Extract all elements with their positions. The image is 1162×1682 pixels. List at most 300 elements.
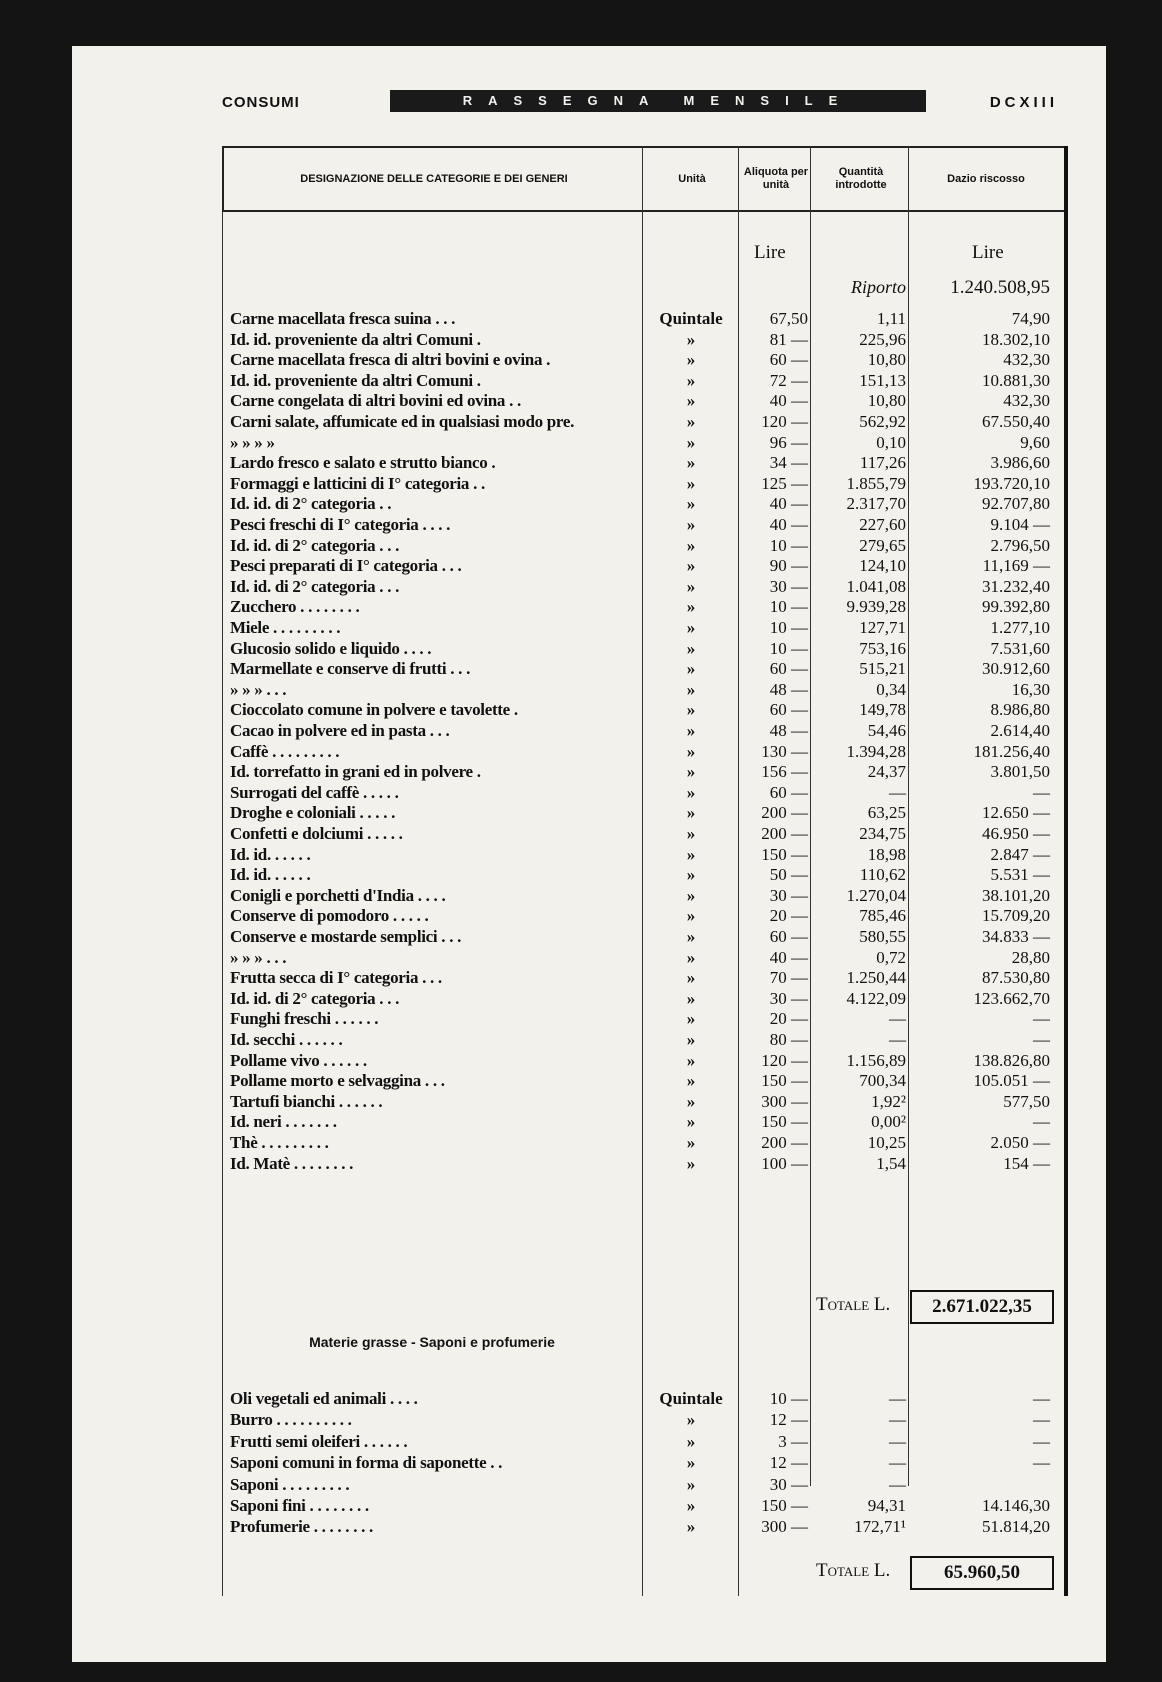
row-aliquota: 20 — (769, 906, 808, 926)
row-quantita: 1.855,79 (846, 473, 906, 493)
row-description: Id. id. di 2° categoria . . . (230, 988, 400, 1008)
table-row (222, 514, 1068, 535)
row-unit: » (686, 1517, 696, 1537)
row-aliquota: 150 — (761, 1112, 808, 1132)
row-aliquota: 70 — (769, 968, 808, 988)
row-description: Pollame vivo . . . . . . (230, 1050, 367, 1070)
table-row (222, 638, 1068, 659)
row-dazio: 87.530,80 (982, 968, 1050, 988)
row-aliquota: 150 — (761, 1071, 808, 1091)
row-dazio: 2.050 — (990, 1133, 1050, 1152)
row-dazio: — (1033, 1030, 1050, 1049)
consumption-table (222, 146, 1068, 1596)
row-dazio: 2.614,40 (990, 721, 1050, 740)
row-description: Cacao in polvere ed in pasta . . . (230, 721, 450, 740)
row-quantita: 225,96 (859, 329, 906, 349)
table-row (222, 720, 1068, 741)
row-unit: » (686, 1133, 696, 1152)
row-dazio: 10.881,30 (982, 370, 1050, 390)
table-row (222, 741, 1068, 762)
row-unit: » (686, 865, 696, 885)
table-row (222, 782, 1068, 803)
header-designazione: DESIGNAZIONE DELLE CATEGORIE E DEI GENERI (300, 172, 568, 185)
riporto-value: 1.240.508,95 (950, 277, 1050, 298)
row-quantita: 1.270,04 (846, 885, 906, 905)
row-description: Oli vegetali ed animali . . . . (230, 1389, 418, 1408)
row-aliquota: 100 — (761, 1153, 808, 1173)
row-aliquota: 300 — (761, 1091, 808, 1111)
row-quantita: — (889, 1030, 906, 1049)
row-aliquota: 60 — (769, 659, 808, 679)
row-description: Id. id. proveniente da altri Comuni . (230, 329, 481, 349)
table-row (222, 576, 1068, 597)
row-unit: » (686, 329, 696, 349)
row-dazio: 67.550,40 (982, 412, 1050, 431)
row-quantita: 54,46 (867, 721, 906, 740)
row-aliquota: 156 — (761, 762, 808, 782)
row-unit: » (686, 556, 696, 576)
row-description: Conserve di pomodoro . . . . . (230, 906, 429, 926)
row-quantita: 18,98 (867, 844, 906, 864)
header-unita: Unità (678, 172, 706, 185)
row-unit: » (686, 1071, 696, 1091)
row-description: Carne congelata di altri bovini ed ovina . . (230, 391, 521, 411)
page-number: DCXIII (989, 94, 1058, 111)
row-unit: Quintale (659, 1389, 723, 1408)
row-quantita: — (889, 782, 906, 802)
row-quantita: 562,92 (859, 412, 906, 431)
row-unit: » (686, 1050, 696, 1070)
row-unit: » (686, 494, 696, 514)
row-dazio: 577,50 (1003, 1091, 1050, 1111)
row-unit: » (686, 1030, 696, 1049)
row-unit: » (686, 741, 696, 761)
row-aliquota: 10 — (769, 638, 808, 658)
row-dazio: 9,60 (1020, 432, 1050, 452)
table-row (222, 905, 1068, 926)
row-aliquota: 12 — (769, 1453, 808, 1473)
row-description: Carni salate, affumicate ed in qualsiasi modo pre. (230, 412, 575, 431)
row-dazio: — (1033, 782, 1050, 802)
section-title: Materie grasse - Saponi e profumerie (309, 1334, 555, 1350)
row-dazio: 105.051 — (973, 1071, 1050, 1091)
row-quantita: 227,60 (859, 515, 906, 534)
row-unit: » (686, 1453, 696, 1473)
table-row (222, 432, 1068, 453)
row-aliquota: 80 — (769, 1030, 808, 1049)
table-header (222, 146, 1068, 212)
row-description: Profumerie . . . . . . . . (230, 1517, 373, 1537)
row-description: Saponi . . . . . . . . . (230, 1474, 350, 1494)
row-dazio: 12.650 — (982, 803, 1050, 823)
row-aliquota: 60 — (769, 782, 808, 802)
table-row (222, 308, 1068, 329)
row-description: Confetti e dolciumi . . . . . (230, 824, 403, 843)
row-quantita: 0,00² (871, 1112, 906, 1132)
table-row (222, 1474, 1068, 1495)
row-dazio: 123.662,70 (973, 988, 1050, 1008)
row-quantita: 1.041,08 (846, 576, 906, 596)
row-aliquota: 30 — (769, 576, 808, 596)
row-unit: » (686, 679, 696, 699)
row-description: Burro . . . . . . . . . . (230, 1410, 352, 1430)
row-quantita: 234,75 (859, 824, 906, 843)
row-dazio: 8.986,80 (990, 700, 1050, 720)
row-dazio: 74,90 (1011, 309, 1050, 328)
row-aliquota: 90 — (769, 556, 808, 576)
row-unit: » (686, 968, 696, 988)
journal-title-bar: RASSEGNA MENSILE (390, 90, 926, 112)
row-unit: » (686, 927, 696, 946)
row-description: Frutta secca di I° categoria . . . (230, 968, 442, 988)
dazio-currency: Lire (972, 242, 1004, 263)
row-quantita: 124,10 (859, 556, 906, 576)
row-aliquota: 150 — (761, 1496, 808, 1515)
table-row (222, 658, 1068, 679)
row-quantita: 117,26 (859, 453, 906, 473)
row-dazio: 3.801,50 (990, 762, 1050, 782)
row-aliquota: 150 — (761, 844, 808, 864)
row-dazio: 432,30 (1003, 391, 1050, 411)
table-row (222, 329, 1068, 350)
row-quantita: 63,25 (867, 803, 906, 823)
row-aliquota: 67,50 (769, 309, 808, 328)
row-description: Pesci freschi di I° categoria . . . . (230, 515, 451, 534)
totale-label: Totale L. (816, 1294, 891, 1315)
table-row (222, 1008, 1068, 1029)
row-unit: » (686, 432, 696, 452)
row-unit: » (686, 370, 696, 390)
row-quantita: 1.156,89 (846, 1050, 906, 1070)
row-quantita: 515,21 (859, 659, 906, 679)
row-description: Caffè . . . . . . . . . (230, 741, 340, 761)
row-dazio: 15.709,20 (982, 906, 1050, 926)
row-unit: » (686, 885, 696, 905)
row-dazio: 34.833 — (982, 927, 1050, 946)
row-aliquota: 40 — (769, 494, 808, 514)
row-quantita: 1,92² (871, 1091, 906, 1111)
row-description: Marmellate e conserve di frutti . . . (230, 659, 471, 679)
row-aliquota: 200 — (761, 803, 808, 823)
table-row (222, 1132, 1068, 1153)
table-row (222, 390, 1068, 411)
row-aliquota: 48 — (769, 679, 808, 699)
totale-value: 2.671.022,35 (910, 1290, 1054, 1324)
table-row (222, 452, 1068, 473)
row-dazio: 3.986,60 (990, 453, 1050, 473)
row-description: » » » . . . (230, 679, 287, 699)
row-quantita: — (889, 1389, 906, 1408)
row-aliquota: 96 — (769, 432, 808, 452)
table-row (222, 988, 1068, 1009)
row-dazio: 1.277,10 (990, 618, 1050, 637)
row-dazio: 432,30 (1003, 350, 1050, 370)
row-aliquota: 30 — (769, 885, 808, 905)
row-quantita: — (889, 1009, 906, 1029)
row-aliquota: 120 — (761, 1050, 808, 1070)
row-unit: » (686, 1091, 696, 1111)
row-unit: » (686, 762, 696, 782)
row-description: Id. Matè . . . . . . . . (230, 1153, 354, 1173)
header-aliquota: Aliquota per unità (743, 166, 809, 191)
row-unit: » (686, 638, 696, 658)
table-row (222, 1388, 1068, 1409)
row-unit: » (686, 515, 696, 534)
table-row (222, 802, 1068, 823)
row-dazio: 9.104 — (990, 515, 1050, 534)
row-unit: » (686, 844, 696, 864)
row-dazio: 31.232,40 (982, 576, 1050, 596)
row-unit: » (686, 824, 696, 843)
row-dazio: — (1033, 1112, 1050, 1132)
row-dazio: — (1033, 1389, 1050, 1408)
row-quantita: 1,11 (876, 309, 906, 328)
row-description: Id. id. . . . . . (230, 844, 311, 864)
table-row (222, 699, 1068, 720)
row-aliquota: 40 — (769, 947, 808, 967)
row-description: Conserve e mostarde semplici . . . (230, 927, 462, 946)
row-dazio: 18.302,10 (982, 329, 1050, 349)
row-quantita: 127,71 (859, 618, 906, 637)
row-dazio: 2.796,50 (990, 535, 1050, 555)
row-quantita: — (889, 1410, 906, 1430)
row-unit: » (686, 453, 696, 473)
aliquota-currency: Lire (754, 242, 786, 263)
row-aliquota: 60 — (769, 927, 808, 946)
row-description: Id. torrefatto in grani ed in polvere . (230, 762, 481, 782)
table-row (222, 967, 1068, 988)
table-row (222, 1091, 1068, 1112)
row-description: Saponi comuni in forma di saponette . . (230, 1453, 503, 1473)
table-row (222, 1029, 1068, 1050)
row-dazio: 2.847 — (990, 844, 1050, 864)
row-unit: » (686, 1009, 696, 1029)
row-quantita: 10,80 (867, 391, 906, 411)
row-unit: » (686, 350, 696, 370)
row-unit: » (686, 535, 696, 555)
row-dazio: 16,30 (1011, 679, 1050, 699)
row-description: Droghe e coloniali . . . . . (230, 803, 396, 823)
row-aliquota: 40 — (769, 391, 808, 411)
row-quantita: 24,37 (867, 762, 906, 782)
row-quantita: — (889, 1453, 906, 1473)
table-row (222, 885, 1068, 906)
row-quantita: 172,71¹ (854, 1517, 906, 1537)
table-row (222, 411, 1068, 432)
row-quantita: 110,62 (859, 865, 906, 885)
row-quantita: 580,55 (859, 927, 906, 946)
row-aliquota: 130 — (761, 741, 808, 761)
row-quantita: 149,78 (859, 700, 906, 720)
row-aliquota: 81 — (769, 329, 808, 349)
row-aliquota: 125 — (761, 473, 808, 493)
table-row (222, 493, 1068, 514)
totale2-value: 65.960,50 (910, 1556, 1054, 1590)
row-dazio: — (1033, 1453, 1050, 1473)
row-unit: » (686, 576, 696, 596)
section-label: CONSUMI (222, 94, 300, 111)
row-description: Id. id. di 2° categoria . . . (230, 535, 400, 555)
row-description: Miele . . . . . . . . . (230, 618, 341, 637)
row-quantita: — (889, 1431, 906, 1451)
row-unit: Quintale (659, 309, 723, 328)
row-quantita: — (889, 1474, 906, 1494)
riporto-label: Riporto (850, 277, 906, 297)
row-description: Formaggi e latticini di I° categoria . . (230, 473, 485, 493)
row-description: Cioccolato comune in polvere e tavolette . (230, 700, 518, 720)
row-description: Surrogati del caffè . . . . . (230, 782, 399, 802)
table-row (222, 1431, 1068, 1452)
document-page (72, 46, 1106, 1662)
row-quantita: 4.122,09 (846, 988, 906, 1008)
row-aliquota: 48 — (769, 721, 808, 740)
row-quantita: 279,65 (859, 535, 906, 555)
table-row (222, 555, 1068, 576)
table-row (222, 1070, 1068, 1091)
row-quantita: 10,25 (867, 1133, 906, 1152)
row-description: » » » » (230, 432, 275, 452)
row-description: Funghi freschi . . . . . . (230, 1009, 379, 1029)
row-dazio: 14.146,30 (982, 1496, 1050, 1515)
row-description: Id. secchi . . . . . . (230, 1030, 343, 1049)
row-aliquota: 10 — (769, 597, 808, 617)
row-description: Zucchero . . . . . . . . (230, 597, 360, 617)
row-dazio: 138.826,80 (973, 1050, 1050, 1070)
row-aliquota: 200 — (761, 1133, 808, 1152)
row-quantita: 753,16 (859, 638, 906, 658)
row-aliquota: 60 — (769, 350, 808, 370)
row-description: » » » . . . (230, 947, 287, 967)
row-aliquota: 120 — (761, 412, 808, 431)
row-aliquota: 12 — (769, 1410, 808, 1430)
row-description: Id. id. . . . . . (230, 865, 311, 885)
row-description: Id. neri . . . . . . . (230, 1112, 337, 1132)
row-unit: » (686, 906, 696, 926)
row-unit: » (686, 391, 696, 411)
row-dazio: 5.531 — (990, 865, 1050, 885)
table-row (222, 596, 1068, 617)
row-quantita: 1.250,44 (846, 968, 906, 988)
table-row (222, 617, 1068, 638)
table-row (222, 1153, 1068, 1174)
row-aliquota: 10 — (769, 618, 808, 637)
row-dazio: 11,169 — (982, 556, 1050, 576)
row-unit: » (686, 1112, 696, 1132)
row-aliquota: 300 — (761, 1517, 808, 1537)
row-description: Conigli e porchetti d'India . . . . (230, 885, 446, 905)
row-dazio: — (1033, 1009, 1050, 1029)
row-dazio: 28,80 (1011, 947, 1050, 967)
table-row (222, 349, 1068, 370)
row-quantita: 0,72 (876, 947, 906, 967)
row-description: Glucosio solido e liquido . . . . (230, 638, 432, 658)
row-dazio: — (1033, 1410, 1050, 1430)
table-row (222, 823, 1068, 844)
row-aliquota: 20 — (769, 1009, 808, 1029)
row-dazio: 154 — (1003, 1153, 1050, 1173)
row-aliquota: 40 — (769, 515, 808, 534)
row-description: Id. id. di 2° categoria . . (230, 494, 392, 514)
row-dazio: 92.707,80 (982, 494, 1050, 514)
row-unit: » (686, 988, 696, 1008)
row-unit: » (686, 1496, 696, 1515)
row-dazio: 99.392,80 (982, 597, 1050, 617)
row-unit: » (686, 618, 696, 637)
table-row (222, 947, 1068, 968)
row-quantita: 10,80 (867, 350, 906, 370)
row-dazio: 51.814,20 (982, 1517, 1050, 1537)
row-description: Pesci preparati di I° categoria . . . (230, 556, 462, 576)
row-aliquota: 3 — (778, 1431, 808, 1451)
row-quantita: 785,46 (859, 906, 906, 926)
row-quantita: 2.317,70 (846, 494, 906, 514)
row-description: Id. id. proveniente da altri Comuni . (230, 370, 481, 390)
row-unit: » (686, 1474, 696, 1494)
row-aliquota: 200 — (761, 824, 808, 843)
row-description: Thè . . . . . . . . . (230, 1133, 329, 1152)
header-quantita: Quantità introdotte (835, 166, 887, 191)
row-description: Id. id. di 2° categoria . . . (230, 576, 400, 596)
row-unit: » (686, 721, 696, 740)
row-description: Lardo fresco e salato e strutto bianco . (230, 453, 496, 473)
table-row (222, 1111, 1068, 1132)
row-aliquota: 30 — (769, 1474, 808, 1494)
row-unit: » (686, 597, 696, 617)
row-description: Carne macellata fresca di altri bovini e ovina . (230, 350, 551, 370)
row-description: Carne macellata fresca suina . . . (230, 309, 456, 328)
table-row (222, 1495, 1068, 1516)
table-row (222, 1516, 1068, 1537)
row-aliquota: 10 — (769, 535, 808, 555)
row-unit: » (686, 700, 696, 720)
running-head (222, 86, 1066, 116)
row-quantita: 151,13 (859, 370, 906, 390)
table-row (222, 1409, 1068, 1430)
table-row (222, 926, 1068, 947)
row-dazio: 193.720,10 (973, 473, 1050, 493)
row-unit: » (686, 659, 696, 679)
row-aliquota: 10 — (769, 1389, 808, 1408)
table-row (222, 370, 1068, 391)
table-row (222, 1452, 1068, 1473)
row-quantita: 0,34 (876, 679, 906, 699)
table-row (222, 679, 1068, 700)
header-dazio: Dazio riscosso (947, 172, 1025, 185)
row-aliquota: 50 — (769, 865, 808, 885)
row-unit: » (686, 473, 696, 493)
row-quantita: 0,10 (876, 432, 906, 452)
table-row (222, 473, 1068, 494)
row-dazio: 181.256,40 (973, 741, 1050, 761)
row-description: Pollame morto e selvaggina . . . (230, 1071, 445, 1091)
row-unit: » (686, 412, 696, 431)
row-aliquota: 34 — (769, 453, 808, 473)
row-unit: » (686, 1431, 696, 1451)
row-dazio: 38.101,20 (982, 885, 1050, 905)
row-dazio: 7.531,60 (990, 638, 1050, 658)
totale2-label: Totale L. (816, 1560, 891, 1581)
row-unit: » (686, 803, 696, 823)
row-dazio: 46.950 — (982, 824, 1050, 843)
row-description: Tartufi bianchi . . . . . . (230, 1091, 383, 1111)
row-aliquota: 30 — (769, 988, 808, 1008)
table-row (222, 1050, 1068, 1071)
table-row (222, 535, 1068, 556)
row-quantita: 700,34 (859, 1071, 906, 1091)
row-description: Saponi fini . . . . . . . . (230, 1496, 369, 1515)
row-unit: » (686, 947, 696, 967)
row-quantita: 9.939,28 (846, 597, 906, 617)
